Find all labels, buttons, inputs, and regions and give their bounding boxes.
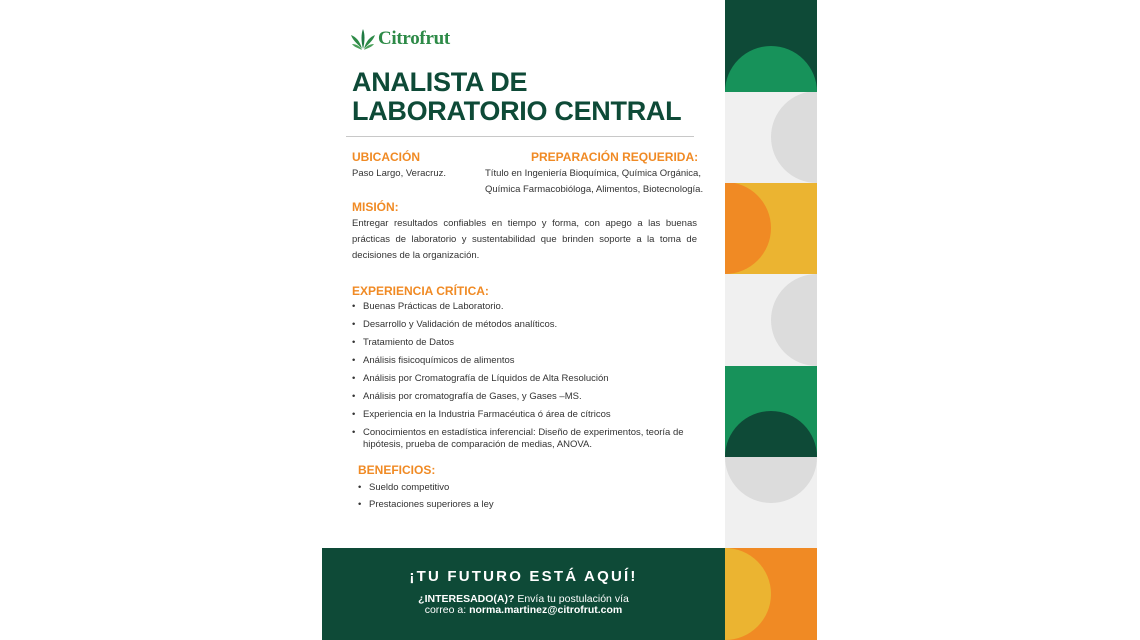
correo-label: correo a: [424, 604, 470, 616]
ubicacion-text: Paso Largo, Veracruz. [352, 168, 446, 179]
preparacion-text [485, 166, 703, 198]
leaf-icon [350, 27, 376, 51]
footer-banner [322, 548, 725, 640]
job-flyer [322, 0, 817, 640]
list-item: • Experiencia en la Industria Farmacéutica ó área de cítricos [352, 409, 707, 427]
experiencia-list [352, 301, 707, 451]
footer-title: ¡TU FUTURO ESTÁ AQUÍ! [409, 568, 638, 585]
mision-text: Entregar resultados confiables en tiempo y forma, con apego a las buenas prácticas de laboratorio y sustentabilidad que brinden soporte a la toma de decisiones de la organización. [352, 218, 697, 261]
beneficios-heading: BENEFICIOS: [358, 463, 436, 477]
interesado-label: ¿INTERESADO(A)? [418, 593, 515, 605]
beneficios-list [358, 481, 494, 515]
ubicacion-heading: UBICACIÓN [352, 150, 420, 164]
mision-heading: MISIÓN: [352, 200, 399, 214]
list-item: • Desarrollo y Validación de métodos analíticos. [352, 319, 707, 337]
list-item: • Prestaciones superiores a ley [358, 498, 494, 515]
list-item: • Sueldo competitivo [358, 481, 494, 498]
contact-email[interactable]: norma.martinez@citrofrut.com [469, 604, 623, 616]
envia-text: Envía tu postulación vía [514, 593, 629, 605]
list-item: • Análisis fisicoquímicos de alimentos [352, 355, 707, 373]
preparacion-line-2: Química Farmacobióloga, Alimentos, Biotecnología. [485, 184, 704, 195]
job-title-line-1: ANALISTA DE [352, 67, 528, 97]
list-item: • Conocimientos en estadística inferencial: Diseño de experimentos, teoría de hipótesis, prueba de comparación de medias, ANOVA. [352, 427, 707, 451]
list-item: • Tratamiento de Datos [352, 337, 707, 355]
experiencia-heading: EXPERIENCIA CRÍTICA: [352, 284, 489, 298]
job-title-line-2: LABORATORIO CENTRAL [352, 96, 682, 126]
logo-wordmark: Citrofrut [378, 28, 450, 49]
preparacion-line-1: Título en Ingeniería Bioquímica, Química Orgánica, [485, 168, 701, 179]
list-item: • Análisis por cromatografía de Gases, y Gases –MS. [352, 391, 707, 409]
preparacion-heading: PREPARACIÓN REQUERIDA: [531, 150, 699, 164]
decorative-pattern [725, 0, 817, 640]
job-title [352, 68, 681, 126]
list-item: • Buenas Prácticas de Laboratorio. [352, 301, 707, 319]
citrofrut-logo [350, 27, 450, 51]
footer-line-2 [322, 605, 725, 616]
title-divider [346, 136, 694, 137]
list-item: • Análisis por Cromatografía de Líquidos de Alta Resolución [352, 373, 707, 391]
